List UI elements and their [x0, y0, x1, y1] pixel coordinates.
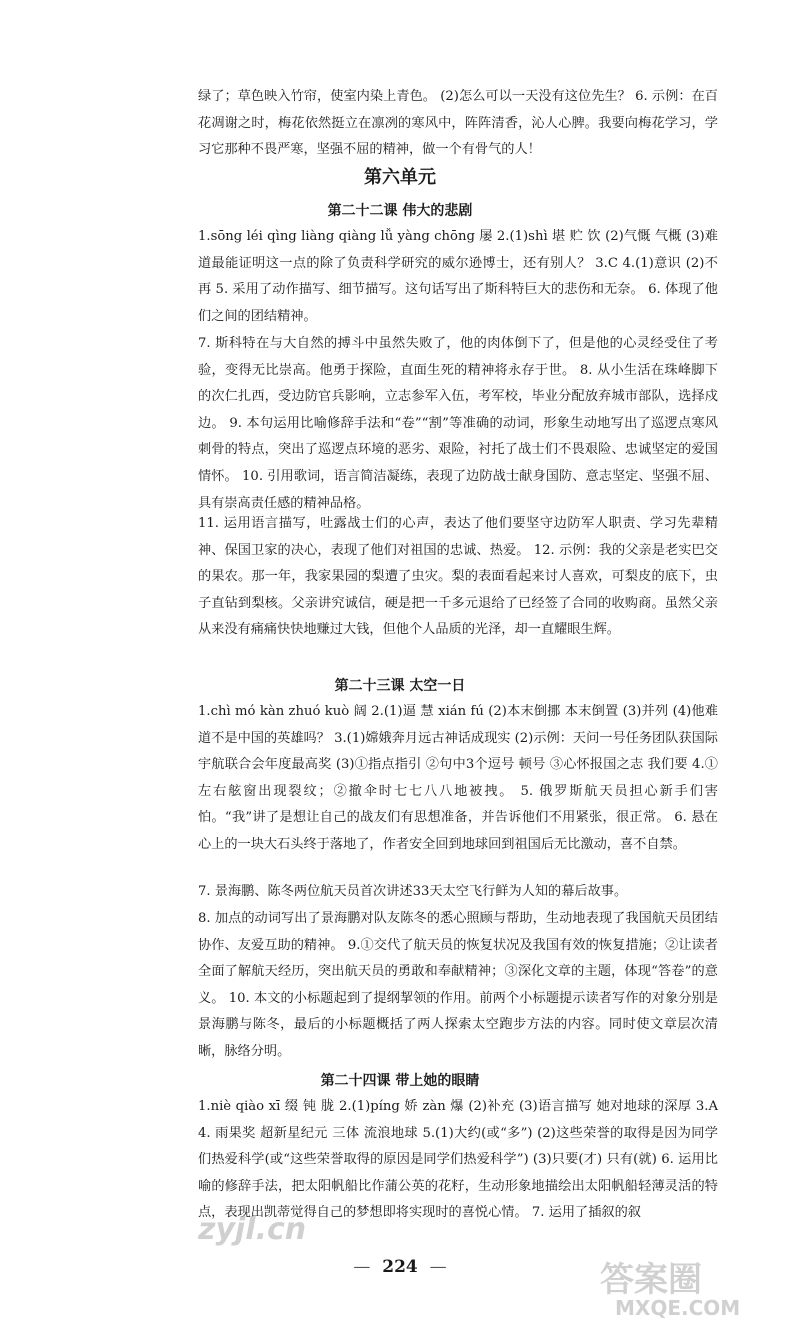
lesson-23-answers-2: 7. 景海鹏、陈冬两位航天员首次讲述33天太空飞行鲜为人知的幕后故事。	[198, 884, 628, 899]
lesson-22-answers-2: 7. 斯科特在与大自然的搏斗中虽然失败了，他的肉体倒下了，但是他的心灵经受住了考验，变得无比崇高。他勇于探险，直面生死的精神将永存于世。 8. 从小生活在珠峰脚下的次仁扎西，受边防官兵影响，立志参军入伍，考军校，毕业分配放弃城市部队，选择戍边。 9. 本句运用比喻修辞手法和“卷”“割”等准确的动词，形象生动地写出了巡逻点寒风刺骨的特点，突出了巡逻点环境的恶劣、艰险，衬托了战士们不畏艰险、忠诚坚定的爱国情怀。 10. 引用歌词，语言简洁凝练，表现了边防战士献身国防、意志坚定、坚强不屈、具有崇高责任感的精神品格。	[198, 336, 718, 511]
watermark-right-top: 答案圈	[600, 1260, 702, 1300]
lesson-23-answers-3: 8. 加点的动词写出了景海鹏对队友陈冬的悉心照顾与帮助，生动地表现了我国航天员团结协作、友爱互助的精神。 9.①交代了航天员的恢复状况及我国有效的恢复措施；②让读者全面了解航天经历，突出航天员的勇敢和奉献精神；③深化文章的主题，体现“答卷”的意义。 10. 本文的小标题起到了提纲挈领的作用。前两个小标题提示读者写作的对象分别是景海鹏与陈冬，最后的小标题概括了两人探索太空跑步方法的内容。同时使文章层次清晰，脉络分明。	[198, 911, 718, 1059]
lesson-22-answers-1: 1.sōng léi qìng liàng qiàng lǚ yàng chōng 屡 2.(1)shì 堪 贮 饮 (2)气慨 气概 (3)难道最能证明这一点的除了负责科学研究的威尔逊博士，还有别人？ 3.C 4.(1)意识 (2)不再 5. 采用了动作描写、细节描写。这句话写出了斯科特巨大的悲伤和无奈。 6. 体现了他们之间的团结精神。	[198, 229, 718, 324]
lesson-24-answers-1: 1.niè qiào xī 缀 钝 胧 2.(1)píng 娇 zàn 爆 (2)补充 (3)语言描写 她对地球的深厚 3.A 4. 雨果奖 超新星纪元 三体 流浪地球 5.(1)大约(或“多”) (2)这些荣誉的取得是因为同学们热爱科学(或“这些荣誉取得的原因是同学们热爱科学”) (3)只要(才) 只有(就) 6. 运用比喻的修辞手法，把太阳帆船比作蒲公英的花籽，生动形象地描绘出太阳帆船轻薄灵活的特点，表现出凯蒂觉得自己的梦想即将实现时的喜悦心情。 7. 运用了插叙的叙	[198, 1099, 718, 1221]
answer-paragraph-unit5-end: 绿了；草色映入竹帘，使室内染上青色。 (2)怎么可以一天没有这位先生？ 6. 示例：在百花凋谢之时，梅花依然挺立在凛冽的寒风中，阵阵清香，沁人心脾。我要向梅花学习，学习它那种不畏严寒，坚强不屈的精神，做一个有骨气的人！	[198, 89, 718, 158]
lesson-23-title: 第二十三课 太空一日	[334, 678, 466, 694]
page-number-value: 224	[382, 1257, 418, 1277]
page-number-dash-left: —	[353, 1257, 371, 1277]
lesson-22-answers-3: 11. 运用语言描写，吐露战士们的心声，表达了他们要坚守边防军人职责、学习先辈精神、保国卫家的决心，表现了他们对祖国的忠诚、热爱。 12. 示例：我的父亲是老实巴交的果农。那一年，我家果园的梨遭了虫灾。梨的表面看起来讨人喜欢，可梨皮的底下，虫子直钻到梨核。父亲讲究诚信，硬是把一千多元退给了已经签了合同的收购商。虽然父亲从来没有痛痛快快地赚过大钱，但他个人品质的光泽，却一直耀眼生辉。	[198, 516, 718, 638]
lesson-23-answers-1: 1.chì mó kàn zhuó kuò 阔 2.(1)逼 慧 xián fú (2)本末倒挪 本末倒置 (3)并列 (4)他难道不是中国的英雄吗？ 3.(1)嫦娥奔月远古神话成现实 (2)示例：天问一号任务团队获国际宇航联合会年度最高奖 (3)①指点指引 ②句中3个逗号 顿号 ③心怀报国之志 我们要 4.①左右舷窗出现裂纹；②撤伞时七七八八地被拽。 5. 俄罗斯航天员担心新手们害怕。“我”讲了是想让自己的战友们有思想准备，并告诉他们不用紧张，很正常。 6. 悬在心上的一块大石头终于落地了，作者安全回到地球回到祖国后无比激动，喜不自禁。	[198, 704, 718, 852]
lesson-22-title: 第二十二课 伟大的悲剧	[327, 203, 473, 219]
watermark-left: zyjl.cn	[198, 1212, 307, 1247]
watermark-right-bottom: MXQE.COM	[615, 1296, 741, 1320]
page-number	[0, 1257, 800, 1277]
unit-title: 第六单元	[364, 167, 436, 188]
page-number-dash-right: —	[429, 1257, 447, 1277]
lesson-24-title: 第二十四课 带上她的眼睛	[320, 1073, 480, 1089]
